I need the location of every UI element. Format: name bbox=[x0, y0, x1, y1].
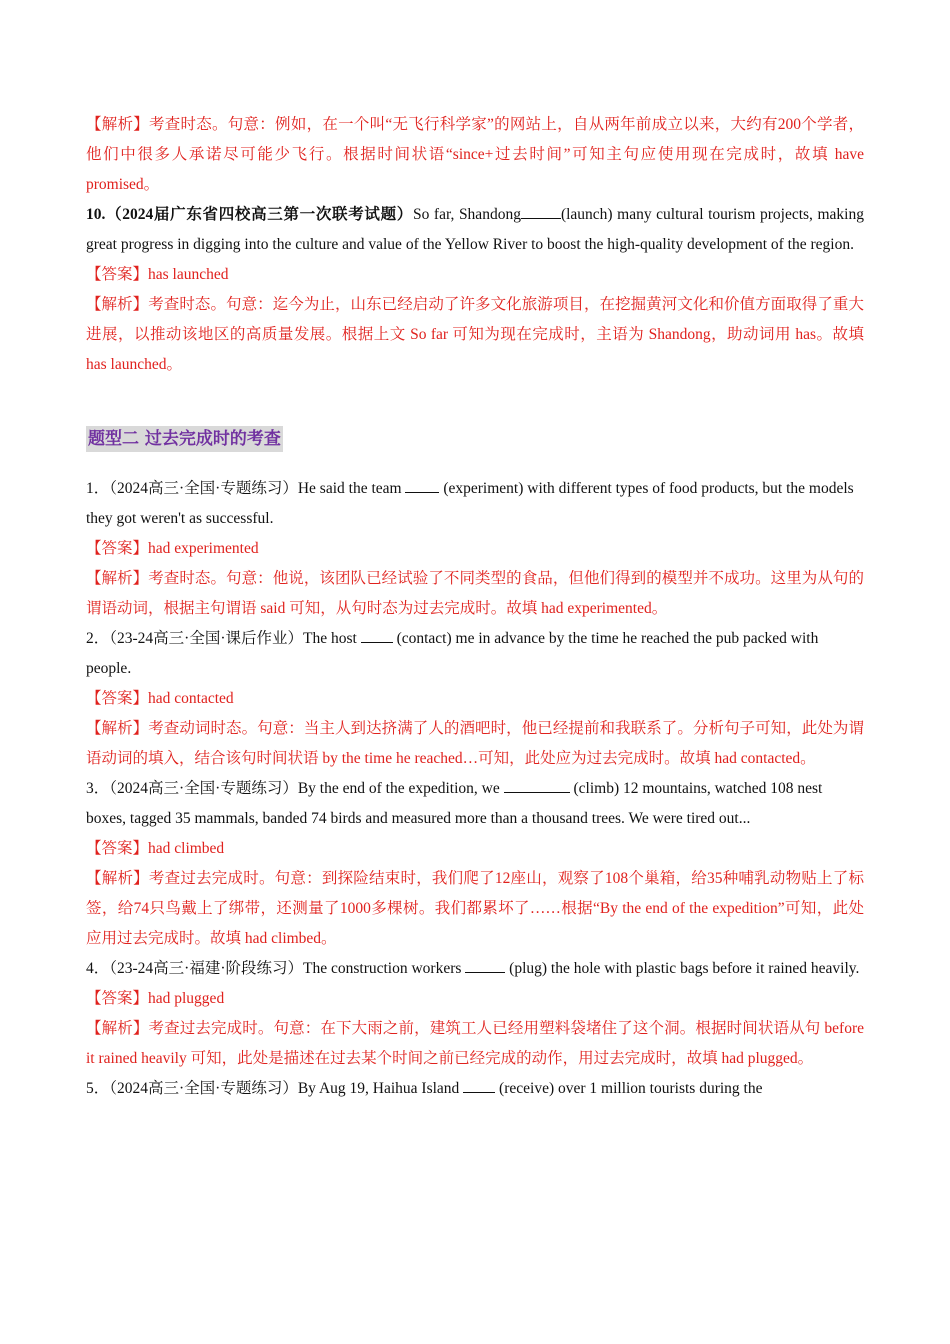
question-number: 2． bbox=[86, 630, 110, 647]
question-text-after: (climb) 12 mountains, watched 108 nest boxes, tagged 35 mammals, banded 74 birds and measured more than a thousand trees. We were tired out... bbox=[86, 780, 823, 827]
question-2 bbox=[86, 624, 864, 684]
answer: 【答案】had contacted bbox=[86, 690, 234, 707]
question-5 bbox=[86, 1074, 864, 1104]
question-3 bbox=[86, 774, 864, 834]
analysis: 【解析】考查动词时态。句意：当主人到达挤满了人的酒吧时，他已经提前和我联系了。分析句子可知，此处为谓语动词的填入，结合该句时间状语 by the time he reached…可知，此处应为过去完成时。故填 had contacted。 bbox=[86, 720, 864, 767]
document-content bbox=[86, 110, 864, 1104]
question-number: 10. bbox=[86, 206, 106, 223]
question-4 bbox=[86, 954, 864, 984]
question-text-before: The host bbox=[303, 630, 357, 647]
question-text-before: By Aug 19, Haihua Island bbox=[297, 1080, 460, 1097]
question-number: 4． bbox=[86, 960, 110, 977]
question-source: （23-24高三·全国·课后作业） bbox=[109, 630, 304, 647]
question-number: 5． bbox=[86, 1080, 110, 1097]
prev-item-analysis: 【解析】考查时态。句意：例如，在一个叫“无飞行科学家”的网站上，自从两年前成立以来，大约有200个学者，他们中很多人承诺尽可能少飞行。根据时间状语“since+过去时间”可知主句应使用现在完成时，故填 have promised。 bbox=[86, 116, 864, 193]
question-text-after: (experiment) with different types of food products, but the models they got weren't as successful. bbox=[86, 480, 854, 527]
answer-blank bbox=[521, 204, 561, 219]
answer-blank bbox=[361, 628, 393, 643]
question-source: （2024高三·全国·专题练习） bbox=[109, 480, 298, 497]
question-number: 1． bbox=[86, 480, 110, 497]
answer-blank bbox=[465, 958, 505, 973]
section-title: 题型二 过去完成时的考查 bbox=[86, 426, 283, 452]
answer: 【答案】had experimented bbox=[86, 540, 259, 557]
question-1 bbox=[86, 474, 864, 534]
question-text-after: (receive) over 1 million tourists during the bbox=[499, 1080, 763, 1097]
question-text-after: (contact) me in advance by the time he reached the pub packed with people. bbox=[86, 630, 819, 677]
answer: 【答案】has launched bbox=[86, 266, 229, 283]
question-text-before: He said the team bbox=[297, 480, 402, 497]
answer-blank bbox=[463, 1078, 495, 1093]
question-text-after: (launch) many cultural tourism projects, making great progress in digging into the culture and value of the Yellow River to boost the high-quality development of the region. bbox=[86, 206, 864, 253]
question-text-before: By the end of the expedition, we bbox=[297, 780, 500, 797]
answer-blank bbox=[405, 478, 439, 493]
question-source: （2024届广东省四校高三第一次联考试题） bbox=[105, 206, 413, 223]
analysis: 【解析】考查时态。句意：他说，该团队已经试验了不同类型的食品，但他们得到的模型并不成功。这里为从句的谓语动词，根据主句谓语 said 可知，从句时态为过去完成时。故填 had experimented。 bbox=[86, 570, 864, 617]
analysis: 【解析】考查过去完成时。句意：到探险结束时，我们爬了12座山，观察了108个巢箱，给35种哺乳动物贴上了标签，给74只鸟戴上了绑带，还测量了1000多棵树。我们都累坏了……根据“By the end of the expedition”可知，此处应用过去完成时。故填 had climbed。 bbox=[86, 870, 864, 947]
question-text-before: The construction workers bbox=[303, 960, 462, 977]
question-10 bbox=[86, 200, 864, 260]
analysis: 【解析】考查过去完成时。句意：在下大雨之前，建筑工人已经用塑料袋堵住了这个洞。根据时间状语从句 before it rained heavily 可知，此处是描述在过去某个时间之前已经完成的动作，用过去完成时，故填 had plugged。 bbox=[86, 1020, 864, 1067]
answer-blank bbox=[504, 778, 570, 793]
question-text-before: So far, Shandong bbox=[412, 206, 521, 223]
question-source: （2024高三·全国·专题练习） bbox=[109, 1080, 298, 1097]
question-source: （23-24高三·福建·阶段练习） bbox=[109, 960, 304, 977]
analysis: 【解析】考查时态。句意：迄今为止，山东已经启动了许多文化旅游项目，在挖掘黄河文化和价值方面取得了重大进展，以推动该地区的高质量发展。根据上文 So far 可知为现在完成时，主语为 Shandong，助动词用 has。故填 has launched。 bbox=[86, 296, 864, 373]
answer: 【答案】had climbed bbox=[86, 840, 225, 857]
answer: 【答案】had plugged bbox=[86, 990, 225, 1007]
question-number: 3． bbox=[86, 780, 110, 797]
question-source: （2024高三·全国·专题练习） bbox=[109, 780, 298, 797]
question-text-after: (plug) the hole with plastic bags before it rained heavily. bbox=[509, 960, 860, 977]
